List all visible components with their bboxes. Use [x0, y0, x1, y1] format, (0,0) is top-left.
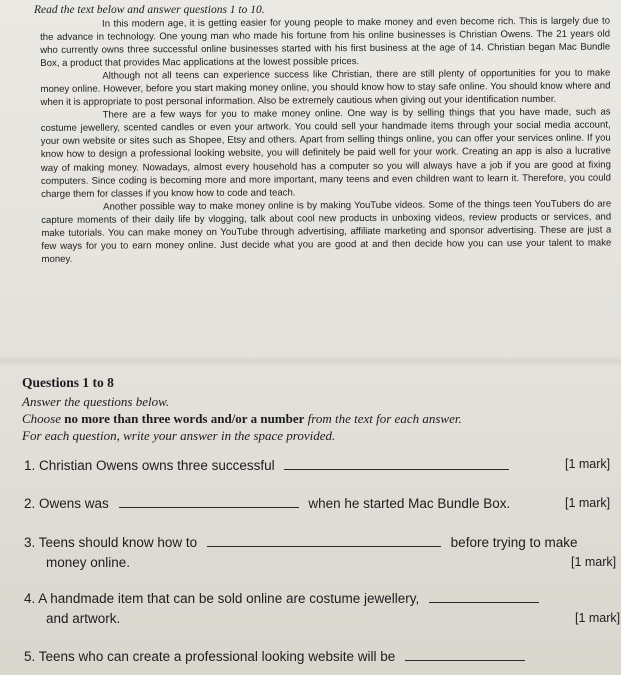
instruction-line-2	[22, 410, 618, 427]
instruction-line-3: For each question, write your answer in the space provided.	[22, 428, 336, 443]
mark-label-1: [1 mark]	[565, 457, 611, 471]
instruction-post: from the text for each answer.	[304, 411, 462, 426]
questions-section	[22, 375, 618, 444]
passage-paragraph-3: There are a few ways for you to make money online. One way is by selling things that you have made, such as costume jewellery, scented candles or even your artwork. You could sell your handmade items through your social media account, your own website or sites such as Shopee, Etsy and others. Apart from selling things online, you can offer your services online. If you know how to design a professional looking website, you will definitely be paid well for your work. Creating an app is also a lucrative way of making money. Nowadays, almost every household has a computer so you will always have a job if you are good at fixing computers. Since coding is becoming more and more important, many teens and even children want to learn it. Therefore, you could charge them for classes if you know how to code and teach.	[40, 106, 612, 200]
question-text: Teens should know how to	[38, 535, 198, 550]
question-3	[24, 535, 578, 550]
question-2	[24, 496, 510, 511]
question-4-continuation: and artwork.	[46, 611, 121, 626]
question-number: 5.	[24, 649, 36, 664]
paper-fold-shadow	[0, 355, 621, 367]
instruction-pre: Choose	[22, 411, 65, 426]
question-number: 4.	[24, 591, 36, 606]
passage-paragraph-1: In this modern age, it is getting easier for young people to make money and even become rich. This is largely due to the advance in technology. One young man who made his fortune from his online businesses is Christian Owens. The 21 years old who currently owns three successful online businesses started with his first business at the age of 14. Christian began Mac Bundle Box, a product that provides Mac applications at the lowest possible prices.	[40, 15, 611, 70]
question-1	[24, 458, 515, 473]
mark-label-4: [1 mark]	[575, 611, 621, 625]
page-heading: Read the text below and answer questions 1 to 10.	[34, 4, 265, 16]
section-title: Questions 1 to 8	[22, 375, 114, 390]
question-text: A handmade item that can be sold online are costume jewellery,	[38, 591, 420, 606]
answer-blank-3[interactable]	[207, 536, 441, 547]
instruction-line-1: Answer the questions below.	[22, 394, 170, 409]
passage-paragraph-4: Another possible way to make money online is by making YouTube videos. Some of the things teen YouTubers do are capture moments of their daily life by vlogging, talk about cool new products in unboxing videos, review products or services, and make tutorials. You can make money on YouTube through advertising, affiliate marketing and sponsor advertising. These are just a few ways for you to earn money online. Just decide what you are good at and then decide how you can use your talent to make money.	[41, 198, 612, 265]
answer-blank-4[interactable]	[429, 592, 539, 603]
question-text: Teens who can create a professional looking website will be	[38, 649, 396, 664]
question-number: 1.	[24, 458, 36, 473]
passage-paragraph-2: Although not all teens can experience success like Christian, there are still plenty of opportunities for you to make money online. However, before you start making money online, you should know how to stay safe online. You should know where and when it is appropriate to post personal information. Also be extremely cautious when giving out your identification number.	[40, 67, 611, 109]
question-text-after: when he started Mac Bundle Box.	[308, 496, 511, 511]
question-number: 2.	[24, 496, 36, 511]
question-5	[24, 649, 531, 664]
reading-passage	[40, 15, 612, 266]
question-3-continuation: money online.	[46, 555, 131, 570]
answer-blank-1[interactable]	[284, 459, 509, 470]
instruction-bold: no more than three words and/or a number	[64, 411, 305, 426]
question-number: 3.	[24, 535, 36, 550]
question-text: Christian Owens owns three successful	[39, 458, 275, 473]
mark-label-2: [1 mark]	[565, 496, 611, 510]
answer-blank-2[interactable]	[119, 497, 299, 508]
question-text-after: before trying to make	[450, 535, 578, 550]
question-text: Owens was	[39, 496, 109, 511]
mark-label-3: [1 mark]	[571, 555, 617, 569]
answer-blank-5[interactable]	[405, 650, 525, 661]
question-4	[24, 591, 545, 606]
